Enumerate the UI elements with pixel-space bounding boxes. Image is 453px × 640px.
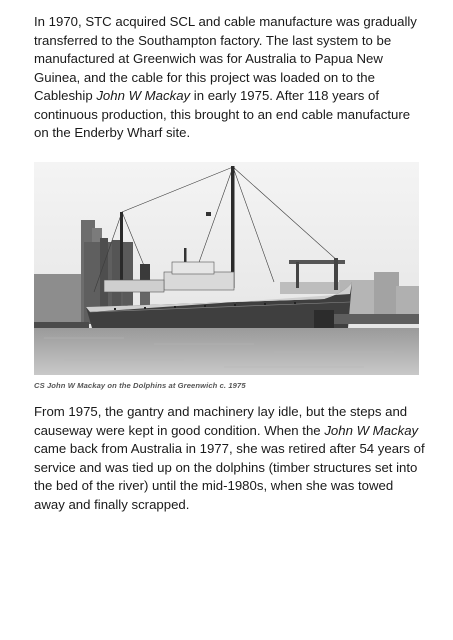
ship-name-emphasis: John W Mackay — [324, 422, 419, 438]
paragraph-retirement-text-b: came back from Australia in 1977, she was retired after 54 years of service and was tied up on the dolphins (timber structures set into the bed of the river) until the mid-1980s, when she was towed away and finally scrapped. — [34, 441, 425, 512]
paragraph-retirement — [34, 403, 426, 514]
paragraph-intro — [34, 13, 426, 143]
paragraph-retirement-text-a: From 1975, the gantry and machinery lay idle, but the steps and causeway were kept in good condition. When the — [34, 404, 408, 438]
paragraph-intro-text-a: In 1970, STC acquired SCL and cable manufacture was gradually transferred to the Southampton factory. The last system to be manufactured at Greenwich was for Australia to Papua New Guinea, and the cable for this project was loaded on to the Cableship — [34, 14, 417, 103]
paragraph-intro-text-b: in early 1975. After 118 years of continuous production, this brought to an end cable manufacture on the Enderby Wharf site. — [34, 88, 411, 140]
ship-name-emphasis: John W Mackay — [96, 88, 191, 103]
ship-photo — [34, 162, 419, 375]
photo-caption: CS John W Mackay on the Dolphins at Greenwich c. 1975 — [34, 381, 246, 390]
